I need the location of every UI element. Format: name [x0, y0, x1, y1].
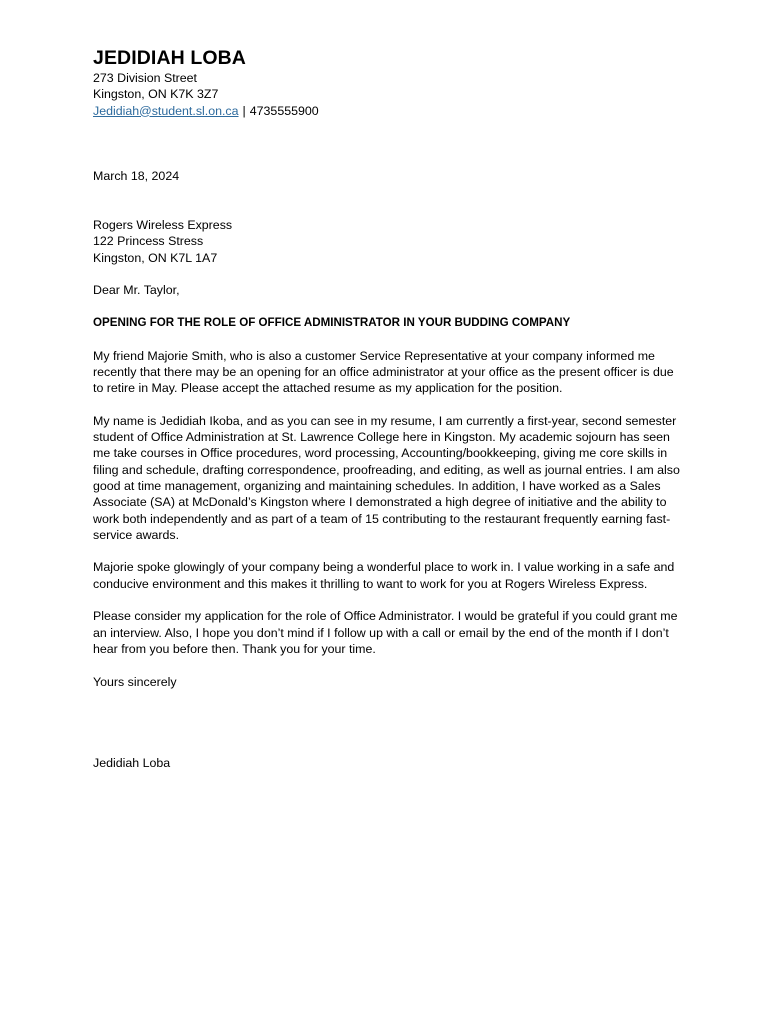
subject-line: OPENING FOR THE ROLE OF OFFICE ADMINISTRATOR IN YOUR BUDDING COMPANY — [93, 315, 571, 329]
recipient-address-line1: 122 Princess Stress — [93, 234, 204, 249]
closing: Yours sincerely — [93, 674, 177, 689]
body-paragraph-4: Please consider my application for the role of Office Administrator. I would be grateful if you could grant me an interview. Also, I hope you don’t mind if I follow up with a call or email by the end of the month if I don’t hear from you before then. Thank you for your time. — [93, 609, 678, 656]
sender-email-link[interactable]: Jedidiah@student.sl.on.ca — [93, 103, 239, 118]
signature-name: Jedidiah Loba — [93, 755, 171, 770]
recipient-address-line2: Kingston, ON K7L 1A7 — [93, 250, 218, 265]
recipient-company: Rogers Wireless Express — [93, 218, 233, 233]
body-paragraph-2: My name is Jedidiah Ikoba, and as you can see in my resume, I am currently a first-year, second semester student of Office Administration at St. Lawrence College here in Kingston. My academic sojourn has seen me take courses in Office procedures, word processing, Accounting/bookkeeping, giving me core skills in filing and schedule, drafting correspondence, proofreading, and editing, as well as journal entries. I am also good at time management, organizing and maintaining schedules. In addition, I have worked as a Sales Associate (SA) at McDonald’s Kingston where I demonstrated a high degree of initiative and the ability to work both independently and as part of a team of 15 contributing to the restaurant frequently earning fast-service awards. — [93, 413, 680, 542]
sender-name: JEDIDIAH LOBA — [93, 47, 246, 69]
sender-contact — [93, 103, 683, 119]
body-paragraph-3: Majorie spoke glowingly of your company being a wonderful place to work in. I value working in a safe and conducive environment and this makes it thrilling to want to work for you at Rogers Wireless Express. — [93, 560, 675, 591]
body-paragraph-1: My friend Majorie Smith, who is also a customer Service Representative at your company informed me recently that there may be an opening for an office administrator at your office as the present officer is due to retire in May. Please accept the attached resume as my application for the position. — [93, 348, 674, 396]
letter-date: March 18, 2024 — [93, 168, 180, 183]
cover-letter — [93, 46, 683, 771]
salutation: Dear Mr. Taylor, — [93, 283, 180, 298]
sender-address-line1: 273 Division Street — [93, 71, 197, 85]
sender-phone: 4735555900 — [249, 103, 319, 118]
sender-address-line2: Kingston, ON K7K 3Z7 — [93, 87, 219, 102]
contact-separator: | — [242, 103, 246, 118]
